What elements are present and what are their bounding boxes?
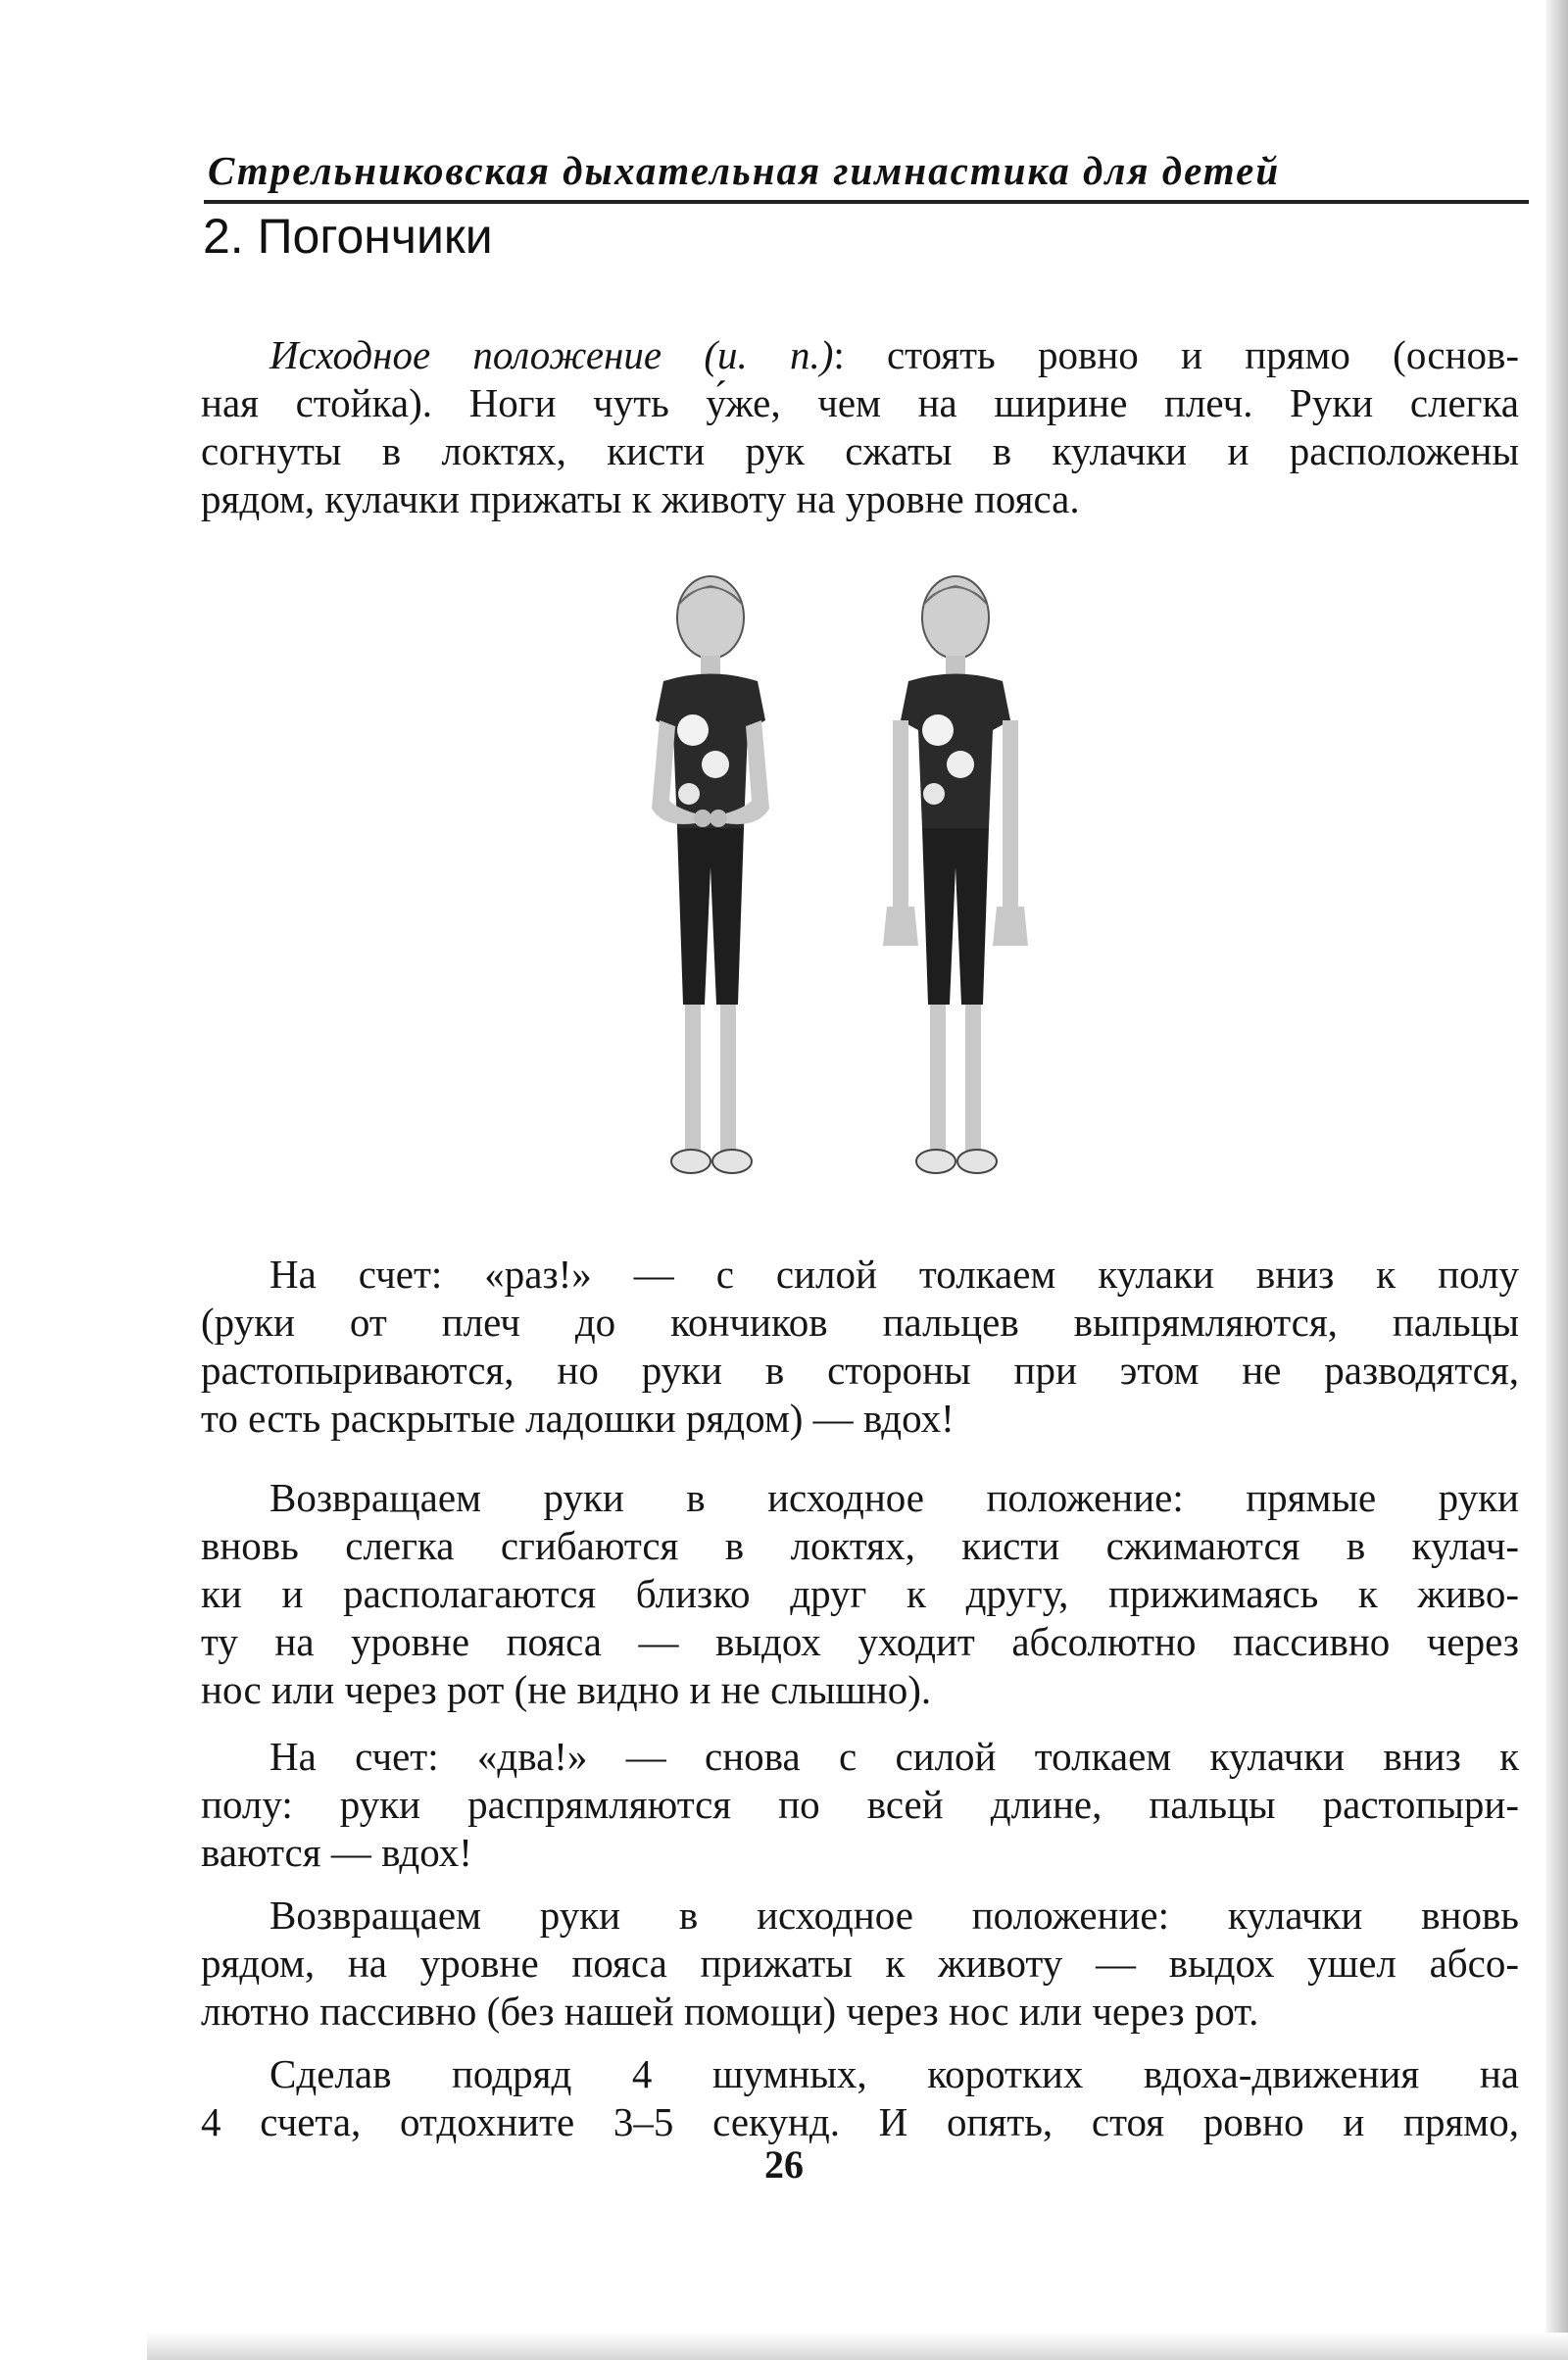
page-edge-shadow — [1546, 0, 1568, 2360]
p5-line-2: 4 счета, отдохните 3–5 секунд. И опять, стоя ровно и прямо, — [201, 2099, 1519, 2144]
intro-line-1-text: : стоять ровно и прямо (основ- — [833, 332, 1519, 377]
p4-line-3: лютно пассивно (без нашей помощи) через нос или через рот. — [201, 1989, 1259, 2034]
p5-line-1: Сделав подряд 4 шумных, коротких вдоха-движения на — [270, 2051, 1519, 2096]
paragraph-2 — [201, 1474, 1519, 1714]
p4-line-2: рядом, на уровне пояса прижаты к животу — выдох ушел абсо- — [201, 1941, 1519, 1986]
page-number: 26 — [764, 2142, 804, 2187]
exercise-photo — [612, 573, 1073, 1210]
paragraph-4 — [201, 1892, 1519, 2036]
running-head: Стрельниковская дыхательная гимнастика для детей — [208, 148, 1281, 193]
intro-line-2: ная стойка). Ноги чуть у́же, чем на ширине плеч. Руки слегка — [201, 380, 1519, 425]
intro-line-1 — [201, 331, 1519, 379]
page-bottom-shadow — [147, 2333, 1568, 2360]
p2-line-2: вновь слегка сгибаются в локтях, кисти сжимаются в кулач- — [201, 1523, 1519, 1568]
p3-line-1: На счет: «два!» — снова с силой толкаем кулачки вниз к — [270, 1734, 1519, 1779]
intro-line-3: согнуты в локтях, кисти рук сжаты в кулачки и расположены — [201, 428, 1519, 473]
paragraph-5 — [201, 2050, 1519, 2146]
girl-push-down-position — [883, 576, 1028, 1173]
p2-line-4: ту на уровне пояса — выдох уходит абсолютно пассивно через — [201, 1619, 1519, 1664]
p3-line-3: ваются — вдох! — [201, 1830, 472, 1875]
p2-line-3: ки и располагаются близко друг к другу, прижимаясь к живо- — [201, 1571, 1519, 1616]
paragraph-3 — [201, 1733, 1519, 1877]
intro-line-4: рядом, кулачки прижаты к животу на уровне пояса. — [201, 476, 1080, 521]
intro-paragraph — [201, 331, 1519, 523]
p1-line-2: (руки от плеч до кончиков пальцев выпрямляются, пальцы — [201, 1300, 1519, 1345]
p2-line-5: нос или через рот (не видно и не слышно). — [201, 1667, 932, 1712]
p2-line-1: Возвращаем руки в исходное положение: прямые руки — [270, 1475, 1519, 1520]
header-rule — [204, 200, 1529, 204]
paragraph-1 — [201, 1251, 1519, 1443]
p1-line-1: На счет: «раз!» — с силой толкаем кулаки вниз к полу — [270, 1252, 1519, 1297]
initial-position-label: Исходное положение (и. п.) — [270, 332, 834, 377]
section-title: 2. Погончики — [203, 209, 493, 264]
p1-line-4: то есть раскрытые ладошки рядом) — вдох! — [201, 1396, 955, 1441]
girl-initial-position — [652, 576, 769, 1173]
p1-line-3: растопыриваются, но руки в стороны при этом не разводятся, — [201, 1348, 1519, 1393]
p3-line-2: полу: руки распрямляются по всей длине, пальцы растопыри- — [201, 1782, 1519, 1827]
p4-line-1: Возвращаем руки в исходное положение: кулачки вновь — [270, 1893, 1519, 1938]
